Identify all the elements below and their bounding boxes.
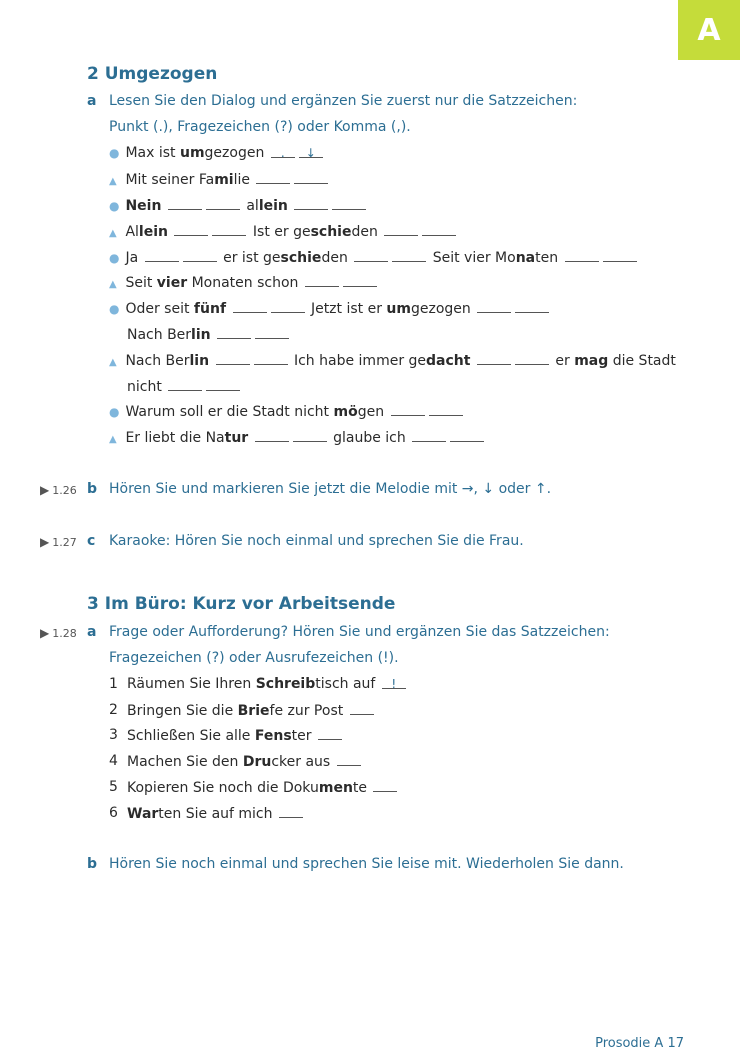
blank[interactable]: [212, 223, 246, 236]
dialog-line-8: [109, 352, 676, 369]
blank[interactable]: [294, 171, 328, 184]
list-item: [109, 727, 118, 743]
text: er ist ge: [223, 250, 281, 266]
section-2-title: 2 Umgezogen: [87, 64, 218, 84]
text: nicht: [127, 379, 162, 395]
blank[interactable]: [217, 326, 251, 339]
answer: .: [280, 146, 285, 160]
list-item: [109, 702, 118, 718]
dialog-line-4: [109, 223, 458, 240]
list-item-text: [127, 727, 344, 744]
text: ten Sie auf mich: [158, 806, 273, 822]
blank[interactable]: [412, 429, 446, 442]
blank[interactable]: [337, 753, 361, 766]
text: die Stadt: [608, 353, 676, 369]
blank[interactable]: [168, 197, 202, 210]
section-3-title: 3 Im Büro: Kurz vor Arbeitsende: [87, 594, 396, 614]
speaker-dot-icon: ●: [109, 302, 120, 316]
audio-track-1-28[interactable]: [40, 626, 77, 640]
blank[interactable]: [354, 249, 388, 262]
dialog-line-9: [109, 403, 465, 420]
blank[interactable]: [515, 352, 549, 365]
dialog-line-7-continued: [127, 326, 291, 343]
task-2a-label: a: [87, 93, 97, 109]
list-item: [109, 779, 118, 795]
stress: Dru: [242, 754, 272, 770]
blank[interactable]: [299, 145, 323, 158]
blank[interactable]: [233, 300, 267, 313]
blank[interactable]: [256, 171, 290, 184]
blank[interactable]: [384, 223, 418, 236]
text: Ja: [125, 250, 139, 266]
blank[interactable]: [422, 223, 456, 236]
text: Schließen Sie alle: [127, 728, 255, 744]
blank[interactable]: [332, 197, 366, 210]
stress: schie: [310, 224, 352, 240]
text: Räumen Sie Ihren: [127, 676, 256, 692]
blank[interactable]: [271, 145, 295, 158]
track-number: 1.26: [52, 484, 77, 497]
text: lie: [233, 172, 250, 188]
dialog-line-5: [109, 249, 639, 266]
blank[interactable]: [318, 727, 342, 740]
stress: lein: [258, 198, 288, 214]
answer-arrow: ↓: [305, 146, 316, 160]
list-item-text: [127, 702, 376, 719]
text: Er liebt die Na: [125, 430, 225, 446]
task-2a-instruction-1: Lesen Sie den Dialog und ergänzen Sie zuerst nur die Satzzeichen:: [109, 93, 578, 109]
play-icon[interactable]: ▶: [40, 483, 50, 497]
speaker-dot-icon: ●: [109, 199, 120, 213]
task-2a-instruction-2: Punkt (.), Fragezeichen (?) oder Komma (,).: [109, 119, 411, 135]
text: Max ist: [125, 145, 180, 161]
text: Bringen Sie die: [127, 703, 238, 719]
stress: mag: [574, 353, 609, 369]
speaker-triangle-icon: ▲: [109, 279, 117, 290]
text: ten: [535, 250, 559, 266]
stress: dacht: [426, 353, 471, 369]
text: Warum soll er die Stadt nicht: [125, 404, 334, 420]
task-2b-label: b: [87, 481, 98, 497]
item-number: 6: [109, 805, 118, 821]
blank[interactable]: [305, 274, 339, 287]
blank[interactable]: [391, 403, 425, 416]
task-3b-label: b: [87, 856, 98, 872]
text: Mit seiner Fa: [125, 172, 215, 188]
audio-track-1-26[interactable]: [40, 483, 77, 497]
task-2c-instruction: Karaoke: Hören Sie noch einmal und sprechen Sie die Frau.: [109, 533, 524, 549]
text: tisch auf: [315, 676, 376, 692]
text: gezogen: [410, 301, 471, 317]
item-number: 3: [109, 727, 118, 743]
blank[interactable]: [515, 300, 549, 313]
blank[interactable]: [343, 274, 377, 287]
task-2b-instruction: Hören Sie und markieren Sie jetzt die Melodie mit →, ↓ oder ↑.: [109, 481, 552, 497]
stress: um: [386, 301, 411, 317]
stress: mö: [333, 404, 358, 420]
play-icon[interactable]: ▶: [40, 626, 50, 640]
blank[interactable]: [271, 300, 305, 313]
blank[interactable]: [206, 378, 240, 391]
chapter-tab: [678, 0, 740, 60]
text: gen: [357, 404, 385, 420]
text: Monaten schon: [187, 275, 299, 291]
blank[interactable]: [183, 249, 217, 262]
blank[interactable]: [254, 352, 288, 365]
blank[interactable]: [255, 326, 289, 339]
blank[interactable]: [450, 429, 484, 442]
blank[interactable]: [174, 223, 208, 236]
text: Seit: [125, 275, 157, 291]
item-number: 2: [109, 702, 118, 718]
dialog-line-7: [109, 300, 551, 317]
text: Al: [125, 224, 139, 240]
track-number: 1.27: [52, 536, 77, 549]
blank[interactable]: [477, 352, 511, 365]
text: Jetzt ist er: [310, 301, 387, 317]
text: Seit vier Mo: [432, 250, 516, 266]
stress: na: [515, 250, 536, 266]
speaker-triangle-icon: ▲: [109, 357, 117, 368]
stress: Schreib: [255, 676, 316, 692]
blank[interactable]: [392, 249, 426, 262]
stress: um: [179, 145, 205, 161]
text: den: [321, 250, 348, 266]
stress: lein: [138, 224, 168, 240]
blank[interactable]: [477, 300, 511, 313]
speaker-triangle-icon: ▲: [109, 176, 117, 187]
stress: schie: [280, 250, 322, 266]
item-number: 5: [109, 779, 118, 795]
stress: mi: [214, 172, 234, 188]
blank[interactable]: [603, 249, 637, 262]
speaker-dot-icon: ●: [109, 405, 120, 419]
stress: men: [318, 780, 353, 796]
stress: lin: [189, 353, 210, 369]
list-item-text: [127, 779, 399, 796]
list-item: [109, 676, 118, 692]
list-item: [109, 753, 118, 769]
chapter-letter: A: [697, 12, 721, 48]
text: gezogen: [204, 145, 265, 161]
stress: Nein: [125, 198, 162, 214]
speaker-dot-icon: ●: [109, 251, 120, 265]
speaker-triangle-icon: ▲: [109, 434, 117, 445]
track-number: 1.28: [52, 627, 77, 640]
task-3a-label: a: [87, 624, 97, 640]
answer: !: [391, 677, 397, 691]
text: Nach Ber: [125, 353, 190, 369]
text: Ich habe immer ge: [293, 353, 427, 369]
task-3a-instruction-2: Fragezeichen (?) oder Ausrufezeichen (!).: [109, 650, 399, 666]
task-3b-instruction: Hören Sie noch einmal und sprechen Sie leise mit. Wiederholen Sie dann.: [109, 856, 624, 872]
audio-track-1-27[interactable]: [40, 535, 77, 549]
text: er: [555, 353, 575, 369]
stress: vier: [156, 275, 188, 291]
dialog-line-8-continued: [127, 378, 242, 395]
speaker-triangle-icon: ▲: [109, 228, 117, 239]
blank[interactable]: [429, 403, 463, 416]
stress: lin: [191, 327, 211, 343]
speaker-dot-icon: ●: [109, 146, 120, 160]
dialog-line-10: [109, 429, 486, 446]
page-footer: Prosodie A 17: [595, 1036, 684, 1051]
play-icon[interactable]: ▶: [40, 535, 50, 549]
list-item-text: [127, 753, 363, 770]
text: glaube ich: [333, 430, 406, 446]
dialog-line-6: [109, 274, 379, 291]
blank[interactable]: [145, 249, 179, 262]
text: Oder seit: [125, 301, 194, 317]
stress: tur: [224, 430, 249, 446]
blank[interactable]: [350, 702, 374, 715]
task-2c-label: c: [87, 533, 96, 549]
dialog-line-2: [109, 171, 330, 188]
blank[interactable]: [168, 378, 202, 391]
text: fe zur Post: [269, 703, 344, 719]
blank[interactable]: [216, 352, 250, 365]
stress: fünf: [193, 301, 227, 317]
blank[interactable]: [279, 805, 303, 818]
stress: War: [127, 806, 159, 822]
blank[interactable]: [382, 676, 406, 689]
text: Ist er ge: [252, 224, 311, 240]
text: Kopieren Sie noch die Doku: [127, 780, 319, 796]
stress: Brie: [237, 703, 270, 719]
text: al: [246, 198, 259, 214]
text: cker aus: [271, 754, 331, 770]
text: den: [351, 224, 378, 240]
blank[interactable]: [373, 779, 397, 792]
task-3a-instruction-1: Frage oder Aufforderung? Hören Sie und ergänzen Sie das Satzzeichen:: [109, 624, 610, 640]
list-item: [109, 805, 118, 821]
list-item-text: [127, 676, 408, 692]
text: Nach Ber: [127, 327, 192, 343]
dialog-line-3: [109, 197, 368, 214]
text: Machen Sie den: [127, 754, 243, 770]
item-number: 1: [109, 676, 118, 692]
blank[interactable]: [565, 249, 599, 262]
blank[interactable]: [255, 429, 289, 442]
item-number: 4: [109, 753, 118, 769]
list-item-text: [127, 805, 305, 822]
blank[interactable]: [293, 429, 327, 442]
blank[interactable]: [294, 197, 328, 210]
stress: Fens: [254, 728, 292, 744]
dialog-line-1: [109, 145, 325, 161]
blank[interactable]: [206, 197, 240, 210]
text: ter: [291, 728, 312, 744]
text: te: [352, 780, 368, 796]
